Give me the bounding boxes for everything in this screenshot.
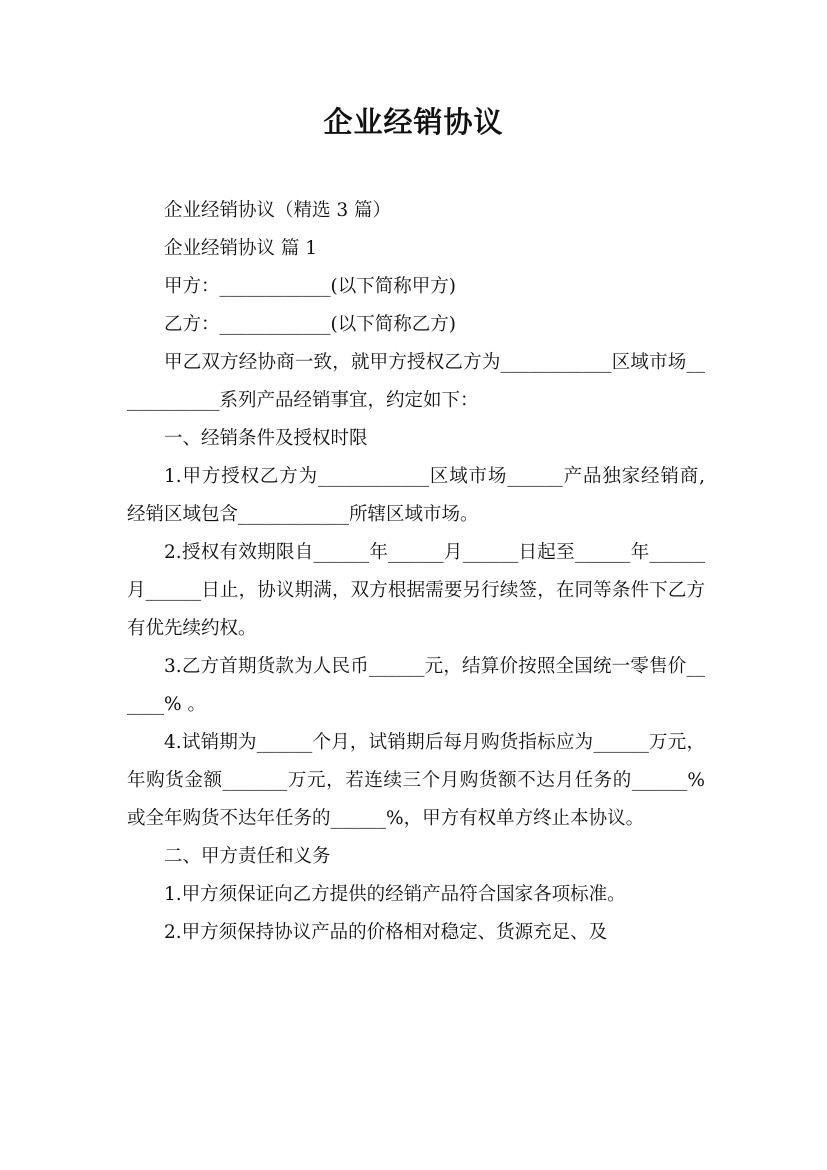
document-title: 企业经销协议 — [323, 105, 504, 139]
paragraph-clause-1-1: 1.甲方授权乙方为____________区域市场______产品独家经销商,经销区域包含____________所辖区域市场。 — [127, 466, 705, 525]
paragraph-subtitle: 企业经销协议（精选 3 篇） — [164, 200, 392, 221]
paragraph-clause-1-2: 2.授权有效期限自______年______月______日起至______年______月______日止，协议期满，双方根据需要另行续签，在同等条件下乙方有优先续约权。 — [127, 542, 705, 639]
paragraph-agreement-intro: 甲乙双方经协商一致，就甲方授权乙方为____________区域市场____________系列产品经销事宜，约定如下： — [127, 352, 705, 411]
paragraph-clause-1-4: 4.试销期为______个月，试销期后每月购货指标应为______万元，年购货金额_______万元，若连续三个月购货额不达月任务的______%或全年购货不达年任务的______%，甲方有权单方终止本协议。 — [127, 732, 705, 829]
paragraph-party-a: 甲方：____________(以下简称甲方) — [164, 276, 456, 297]
document-body — [127, 192, 705, 952]
paragraph-party-b: 乙方：____________(以下简称乙方) — [164, 314, 456, 335]
paragraph-clause-heading-1: 一、经销条件及授权时限 — [164, 428, 368, 449]
paragraph-clause-2-2: 2.甲方须保持协议产品的价格相对稳定、货源充足、及 — [164, 922, 608, 943]
paragraph-clause-heading-2: 二、甲方责任和义务 — [164, 846, 331, 867]
paragraph-clause-2-1: 1.甲方须保证向乙方提供的经销产品符合国家各项标准。 — [164, 884, 626, 905]
paragraph-clause-1-3: 3.乙方首期货款为人民币______元，结算价按照全国统一零售价______% 。 — [127, 656, 705, 715]
paragraph-section-heading: 企业经销协议 篇 1 — [164, 238, 318, 259]
